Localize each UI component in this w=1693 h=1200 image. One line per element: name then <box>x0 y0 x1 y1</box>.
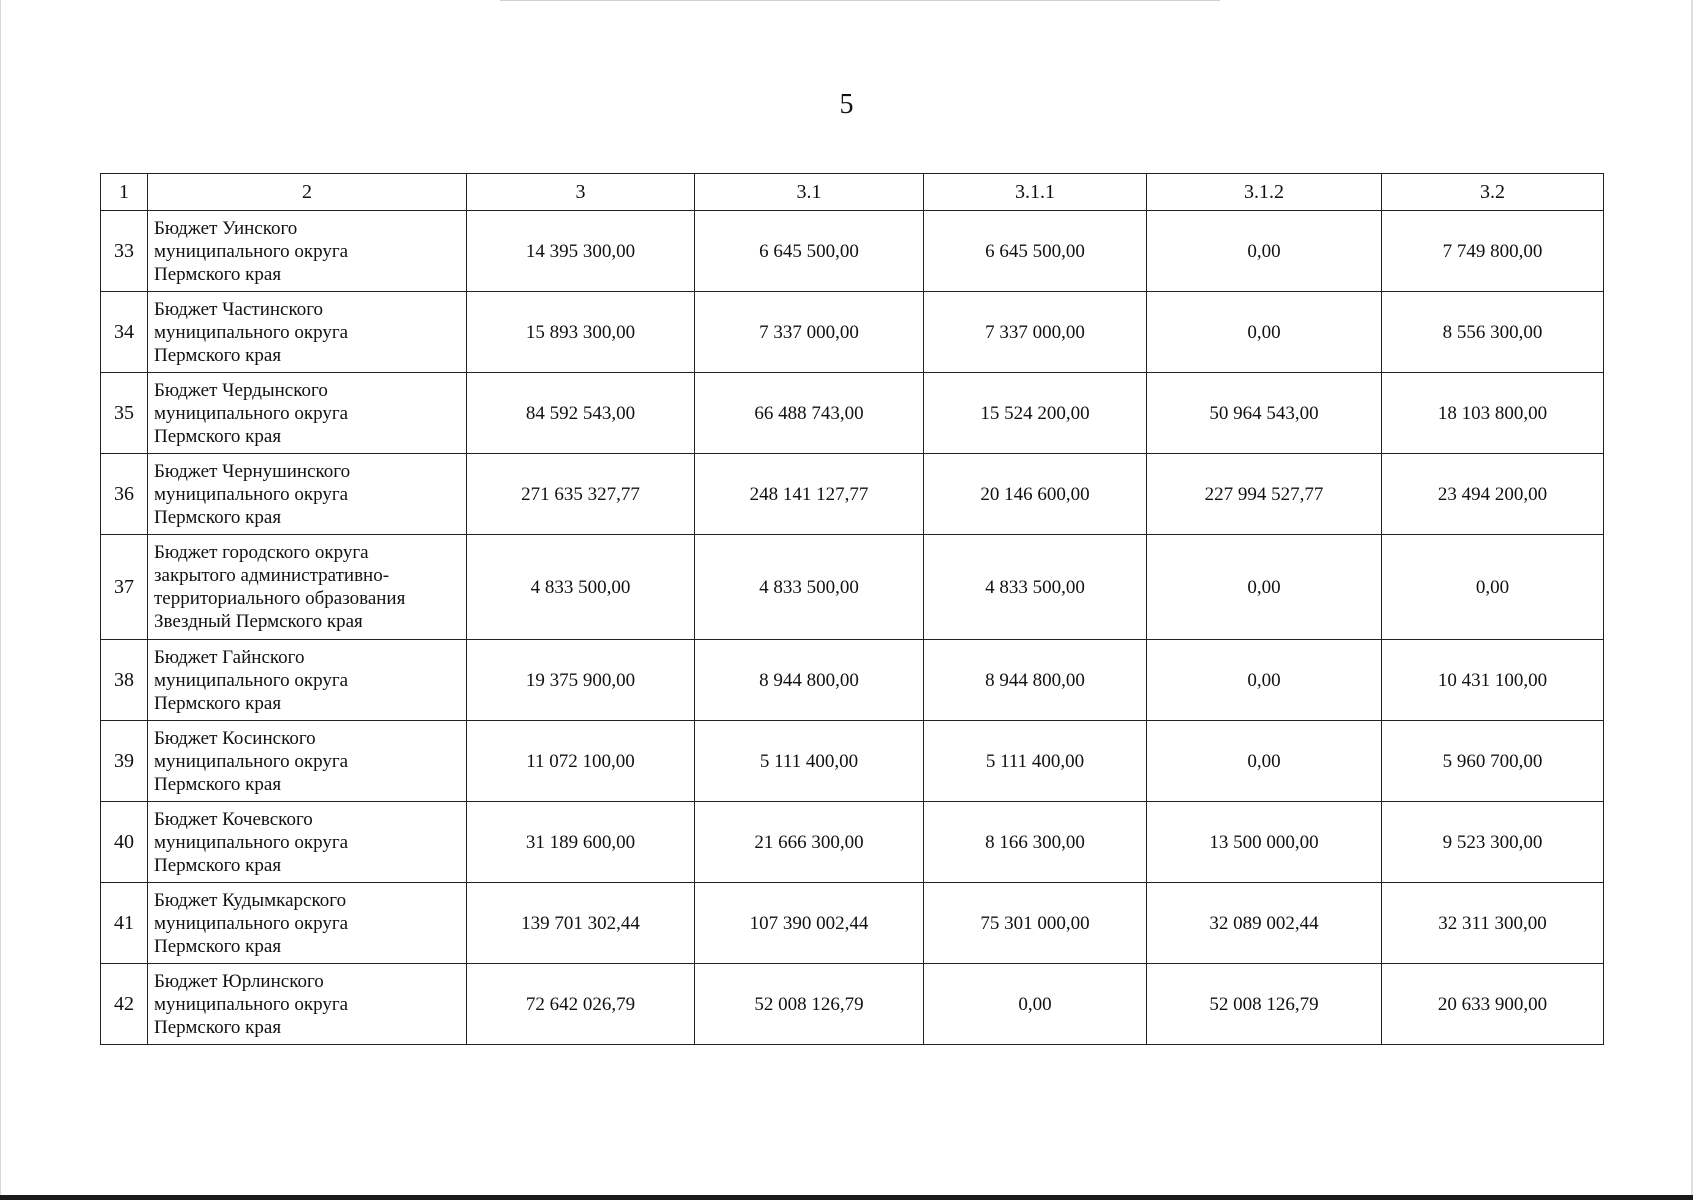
header-cell: 3.1.1 <box>924 174 1147 211</box>
amount-cell-c311: 8 166 300,00 <box>924 802 1147 883</box>
amount-cell-c312: 32 089 002,44 <box>1147 883 1382 964</box>
amount-cell-c312: 227 994 527,77 <box>1147 454 1382 535</box>
budget-table <box>100 173 1604 1045</box>
row-number: 37 <box>101 535 148 640</box>
amount-cell-c31: 21 666 300,00 <box>695 802 924 883</box>
header-cell: 3.2 <box>1382 174 1604 211</box>
table-row <box>101 211 1604 292</box>
budget-name-line: муниципального округа <box>154 831 349 853</box>
scan-edge-top <box>500 0 1220 1</box>
amount-cell-c3: 15 893 300,00 <box>467 292 695 373</box>
amount-cell-c312: 0,00 <box>1147 640 1382 721</box>
budget-name-cell <box>148 535 467 640</box>
amount-cell-c31: 66 488 743,00 <box>695 373 924 454</box>
budget-name-cell <box>148 802 467 883</box>
budget-name-cell <box>148 454 467 535</box>
amount-cell-c32: 23 494 200,00 <box>1382 454 1604 535</box>
amount-cell-c32: 10 431 100,00 <box>1382 640 1604 721</box>
budget-name-line: Пермского края <box>154 344 282 366</box>
amount-cell-c32: 0,00 <box>1382 535 1604 640</box>
amount-cell-c31: 248 141 127,77 <box>695 454 924 535</box>
amount-cell-c31: 52 008 126,79 <box>695 964 924 1045</box>
budget-name-line: муниципального округа <box>154 402 349 424</box>
budget-name-line: Пермского края <box>154 1016 282 1038</box>
amount-cell-c311: 75 301 000,00 <box>924 883 1147 964</box>
budget-name-line: Бюджет Кочевского <box>154 808 313 830</box>
page-number: 5 <box>839 89 854 120</box>
table-body <box>101 211 1604 1045</box>
row-number: 33 <box>101 211 148 292</box>
budget-name-line: Пермского края <box>154 692 282 714</box>
table-row <box>101 721 1604 802</box>
header-row <box>101 174 1604 211</box>
table-header <box>101 174 1604 211</box>
row-number: 40 <box>101 802 148 883</box>
budget-name-cell <box>148 964 467 1045</box>
amount-cell-c312: 0,00 <box>1147 211 1382 292</box>
table-row <box>101 883 1604 964</box>
row-number: 35 <box>101 373 148 454</box>
amount-cell-c311: 5 111 400,00 <box>924 721 1147 802</box>
table-row <box>101 802 1604 883</box>
amount-cell-c32: 18 103 800,00 <box>1382 373 1604 454</box>
budget-name-line: муниципального округа <box>154 750 349 772</box>
row-number: 34 <box>101 292 148 373</box>
amount-cell-c312: 0,00 <box>1147 292 1382 373</box>
budget-name-line: Бюджет Чернушинского <box>154 460 351 482</box>
amount-cell-c3: 11 072 100,00 <box>467 721 695 802</box>
table-row <box>101 964 1604 1045</box>
amount-cell-c32: 9 523 300,00 <box>1382 802 1604 883</box>
table-row <box>101 292 1604 373</box>
amount-cell-c311: 6 645 500,00 <box>924 211 1147 292</box>
amount-cell-c31: 7 337 000,00 <box>695 292 924 373</box>
budget-name-cell <box>148 883 467 964</box>
amount-cell-c312: 0,00 <box>1147 721 1382 802</box>
budget-name-line: Бюджет Косинского <box>154 727 316 749</box>
header-cell: 2 <box>148 174 467 211</box>
amount-cell-c31: 8 944 800,00 <box>695 640 924 721</box>
amount-cell-c31: 107 390 002,44 <box>695 883 924 964</box>
amount-cell-c3: 271 635 327,77 <box>467 454 695 535</box>
amount-cell-c311: 20 146 600,00 <box>924 454 1147 535</box>
budget-name-line: Бюджет Кудымкарского <box>154 889 347 911</box>
amount-cell-c32: 20 633 900,00 <box>1382 964 1604 1045</box>
amount-cell-c32: 8 556 300,00 <box>1382 292 1604 373</box>
amount-cell-c312: 50 964 543,00 <box>1147 373 1382 454</box>
budget-name-line: муниципального округа <box>154 993 349 1015</box>
budget-name-line: Пермского края <box>154 506 282 528</box>
budget-name-line: Пермского края <box>154 935 282 957</box>
budget-name-line: муниципального округа <box>154 912 349 934</box>
amount-cell-c312: 0,00 <box>1147 535 1382 640</box>
table-row <box>101 640 1604 721</box>
budget-name-cell <box>148 640 467 721</box>
budget-name-line: муниципального округа <box>154 321 349 343</box>
budget-name-line: закрытого административно- <box>154 565 390 586</box>
amount-cell-c311: 8 944 800,00 <box>924 640 1147 721</box>
budget-name-line: Бюджет Чердынского <box>154 379 328 401</box>
amount-cell-c31: 4 833 500,00 <box>695 535 924 640</box>
budget-name-line: Пермского края <box>154 425 282 447</box>
table-row <box>101 373 1604 454</box>
budget-name-line: Пермского края <box>154 773 282 795</box>
header-cell: 3 <box>467 174 695 211</box>
amount-cell-c311: 7 337 000,00 <box>924 292 1147 373</box>
amount-cell-c3: 31 189 600,00 <box>467 802 695 883</box>
amount-cell-c3: 14 395 300,00 <box>467 211 695 292</box>
row-number: 36 <box>101 454 148 535</box>
header-cell: 3.1.2 <box>1147 174 1382 211</box>
budget-name-cell <box>148 211 467 292</box>
amount-cell-c32: 7 749 800,00 <box>1382 211 1604 292</box>
budget-name-line: Бюджет Гайнского <box>154 646 305 668</box>
row-number: 39 <box>101 721 148 802</box>
budget-name-line: муниципального округа <box>154 240 349 262</box>
budget-name-cell <box>148 373 467 454</box>
row-number: 41 <box>101 883 148 964</box>
row-number: 42 <box>101 964 148 1045</box>
amount-cell-c3: 139 701 302,44 <box>467 883 695 964</box>
budget-name-cell <box>148 721 467 802</box>
amount-cell-c32: 32 311 300,00 <box>1382 883 1604 964</box>
budget-name-line: Бюджет Частинского <box>154 298 324 320</box>
header-cell: 3.1 <box>695 174 924 211</box>
amount-cell-c311: 4 833 500,00 <box>924 535 1147 640</box>
amount-cell-c3: 72 642 026,79 <box>467 964 695 1045</box>
budget-name-line: Пермского края <box>154 263 282 285</box>
scan-edge-bottom <box>0 1195 1693 1200</box>
amount-cell-c3: 4 833 500,00 <box>467 535 695 640</box>
amount-cell-c31: 6 645 500,00 <box>695 211 924 292</box>
budget-name-line: территориального образования <box>154 588 406 609</box>
amount-cell-c312: 52 008 126,79 <box>1147 964 1382 1045</box>
table-row <box>101 454 1604 535</box>
scan-edge-left <box>0 0 1 1200</box>
budget-name-line: Бюджет Уинского <box>154 217 298 239</box>
amount-cell-c3: 19 375 900,00 <box>467 640 695 721</box>
amount-cell-c312: 13 500 000,00 <box>1147 802 1382 883</box>
budget-name-line: муниципального округа <box>154 483 349 505</box>
budget-name-cell <box>148 292 467 373</box>
budget-name-line: Пермского края <box>154 854 282 876</box>
amount-cell-c31: 5 111 400,00 <box>695 721 924 802</box>
amount-cell-c32: 5 960 700,00 <box>1382 721 1604 802</box>
budget-name-line: Бюджет Юрлинского <box>154 970 324 992</box>
table-row <box>101 535 1604 640</box>
header-cell: 1 <box>101 174 148 211</box>
amount-cell-c311: 15 524 200,00 <box>924 373 1147 454</box>
row-number: 38 <box>101 640 148 721</box>
budget-name-line: Звездный Пермского края <box>154 611 363 632</box>
amount-cell-c311: 0,00 <box>924 964 1147 1045</box>
budget-name-line: муниципального округа <box>154 669 349 691</box>
budget-name-line: Бюджет городского округа <box>154 542 369 563</box>
amount-cell-c3: 84 592 543,00 <box>467 373 695 454</box>
